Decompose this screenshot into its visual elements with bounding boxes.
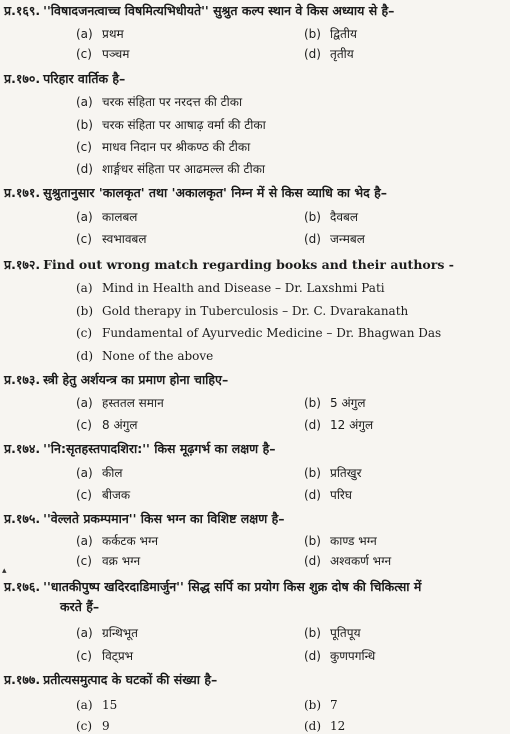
option-b <box>304 625 361 641</box>
option-text: 15 <box>102 698 118 712</box>
option-text: अश्वकर्ण भग्न <box>330 554 392 568</box>
option-c <box>76 553 140 569</box>
option-d <box>304 487 352 503</box>
question-text: ''विषादजनत्वाच्च विषमित्यभिधीयते'' सुश्रुत कल्प स्थान वे किस अध्याय से है– <box>43 3 395 18</box>
option-a <box>76 209 137 225</box>
option-text: चरक संहिता पर आषाढ़ वर्मा की टीका <box>102 118 266 132</box>
question-text: स्त्री हेतु अर्शयन्त्र का प्रमाण होना चाहिए– <box>43 372 229 387</box>
option-b <box>76 117 266 133</box>
option-text: 9 <box>102 719 110 733</box>
question-number: प्र.१७३. <box>4 372 41 387</box>
question-text: ''नि:सृतहस्तपादशिरा:'' किस मूढ़गर्भ का लक्षण है– <box>43 441 276 456</box>
option-label: (a) <box>76 626 93 640</box>
option-a <box>76 625 138 641</box>
option-label: (c) <box>76 232 92 246</box>
option-label: (b) <box>304 396 321 410</box>
option-label: (d) <box>304 488 321 502</box>
option-label: (c) <box>76 47 92 61</box>
option-b <box>304 465 362 481</box>
option-label: (d) <box>304 418 321 432</box>
option-label: (a) <box>76 466 93 480</box>
option-label: (c) <box>76 649 92 663</box>
question-text: सुश्रुतानुसार 'कालकृत' तथा 'अकालकृत' निम्न में से किस व्याधि का भेद है– <box>43 185 388 200</box>
option-label: (c) <box>76 326 93 340</box>
option-label: (c) <box>76 488 92 502</box>
option-text: प्रथम <box>102 27 124 41</box>
option-text: स्वभावबल <box>102 232 147 246</box>
option-label: (b) <box>304 210 321 224</box>
option-label: (a) <box>76 281 93 295</box>
option-b <box>76 303 408 319</box>
option-text: काण्ड भग्न <box>330 534 377 548</box>
question-173 <box>4 371 506 388</box>
option-label: (a) <box>76 95 93 109</box>
option-c <box>76 139 250 155</box>
option-text: द्वितीय <box>330 27 357 41</box>
question-text: Find out wrong match regarding books and their authors - <box>43 257 454 272</box>
option-text: 12 अंगुल <box>330 418 374 432</box>
option-label: (a) <box>76 534 93 548</box>
option-text: None of the above <box>102 349 214 363</box>
option-text: Gold therapy in Tuberculosis – Dr. C. Dvarakanath <box>102 304 409 318</box>
option-label: (b) <box>304 466 321 480</box>
question-176 <box>4 578 506 595</box>
option-a <box>76 465 122 481</box>
question-171 <box>4 184 506 201</box>
question-176-continued <box>57 598 506 615</box>
option-label: (b) <box>76 118 93 132</box>
option-text: माधव निदान पर श्रीकण्ठ की टीका <box>102 140 251 154</box>
option-label: (d) <box>304 719 322 733</box>
option-label: (b) <box>304 626 321 640</box>
option-d <box>304 718 345 734</box>
question-text: ''वेल्लते प्रकम्पमान'' किस भग्न का विशिष्ट लक्षण है– <box>43 511 285 526</box>
option-a <box>76 26 124 42</box>
option-a <box>76 94 242 110</box>
option-text: शार्ङ्गधर संहिता पर आढमल्ल की टीका <box>102 162 266 176</box>
option-text: वक्र भग्न <box>102 554 141 568</box>
option-b <box>304 209 358 225</box>
option-label: (d) <box>304 649 321 663</box>
option-label: (c) <box>76 719 93 733</box>
question-number: प्र.१७२. <box>4 257 41 272</box>
option-text: हस्ततल समान <box>102 396 164 410</box>
option-label: (b) <box>304 534 321 548</box>
question-175 <box>4 510 506 527</box>
option-b <box>304 697 338 713</box>
margin-mark-icon: ▴ <box>2 566 7 576</box>
option-label: (a) <box>76 698 93 712</box>
option-c <box>76 487 130 503</box>
option-label: (d) <box>304 47 321 61</box>
option-c <box>76 417 138 433</box>
question-number: प्र.१६९. <box>4 3 41 18</box>
option-text: चरक संहिता पर नरदत्त की टीका <box>102 95 243 109</box>
question-169 <box>4 2 506 19</box>
option-c <box>76 325 441 341</box>
option-label: (a) <box>76 27 93 41</box>
option-text: 7 <box>330 698 338 712</box>
option-label: (b) <box>76 304 94 318</box>
option-text: दैवबल <box>330 210 359 224</box>
question-177 <box>4 671 506 688</box>
option-text: जन्मबल <box>330 232 365 246</box>
question-172 <box>4 256 506 273</box>
option-label: (c) <box>76 418 92 432</box>
option-text: बीजक <box>102 488 131 502</box>
option-text: Mind in Health and Disease – Dr. Laxshmi Pati <box>102 281 385 295</box>
question-number: प्र.१७०. <box>4 71 41 86</box>
question-174 <box>4 440 506 457</box>
option-a <box>76 697 117 713</box>
option-a <box>76 395 164 411</box>
option-c <box>76 231 147 247</box>
option-label: (d) <box>304 554 321 568</box>
option-d <box>76 161 265 177</box>
option-d <box>304 231 365 247</box>
question-number: प्र.१७५. <box>4 511 41 526</box>
option-text: पूतिपूय <box>330 626 361 640</box>
option-label: (c) <box>76 554 92 568</box>
option-text: तृतीय <box>330 47 354 61</box>
option-label: (d) <box>304 232 321 246</box>
option-c <box>76 648 133 664</box>
option-text: ग्रन्थिभूत <box>102 626 139 640</box>
option-text: 5 अंगुल <box>330 396 366 410</box>
option-c <box>76 718 110 734</box>
option-label: (b) <box>304 27 321 41</box>
option-label: (b) <box>304 698 322 712</box>
option-text: 8 अंगुल <box>102 418 138 432</box>
option-text: प्रतिखुर <box>330 466 362 480</box>
question-text: ''धातकीपुष्प खदिरदाडिमार्जुन'' सिद्ध सर्पि का प्रयोग किस शुक्र दोष की चिकित्सा में <box>43 579 422 594</box>
option-a <box>76 280 385 296</box>
option-d <box>304 417 373 433</box>
option-a <box>76 533 158 549</box>
option-d <box>76 348 213 364</box>
option-c <box>76 46 129 62</box>
option-d <box>304 553 391 569</box>
option-text: 12 <box>330 719 346 733</box>
question-number: प्र.१७४. <box>4 441 41 456</box>
question-170 <box>4 70 506 87</box>
question-number: प्र.१७१. <box>4 185 41 200</box>
option-text: कर्कटक भग्न <box>102 534 158 548</box>
option-label: (d) <box>76 162 93 176</box>
question-text-line2: करते हैं– <box>60 599 100 614</box>
option-label: (a) <box>76 396 93 410</box>
question-number: प्र.१७७. <box>4 672 41 687</box>
option-d <box>304 46 354 62</box>
question-text: प्रतीत्यसमुत्पाद के घटकों की संख्या है– <box>43 672 218 687</box>
option-label: (d) <box>76 349 94 363</box>
option-label: (c) <box>76 140 92 154</box>
option-b <box>304 26 357 42</box>
option-text: कालबल <box>102 210 138 224</box>
option-text: पञ्चम <box>102 47 130 61</box>
option-text: विट्प्रभ <box>102 649 134 663</box>
option-label: (a) <box>76 210 93 224</box>
option-d <box>304 648 375 664</box>
option-b <box>304 395 366 411</box>
option-text: कुणपगन्धि <box>330 649 376 663</box>
question-number: प्र.१७६. <box>4 579 41 594</box>
option-text: परिघ <box>330 488 352 502</box>
question-text: परिहार वार्तिक है– <box>43 71 126 86</box>
option-text: कील <box>102 466 123 480</box>
option-b <box>304 533 377 549</box>
option-text: Fundamental of Ayurvedic Medicine – Dr. Bhagwan Das <box>102 326 442 340</box>
